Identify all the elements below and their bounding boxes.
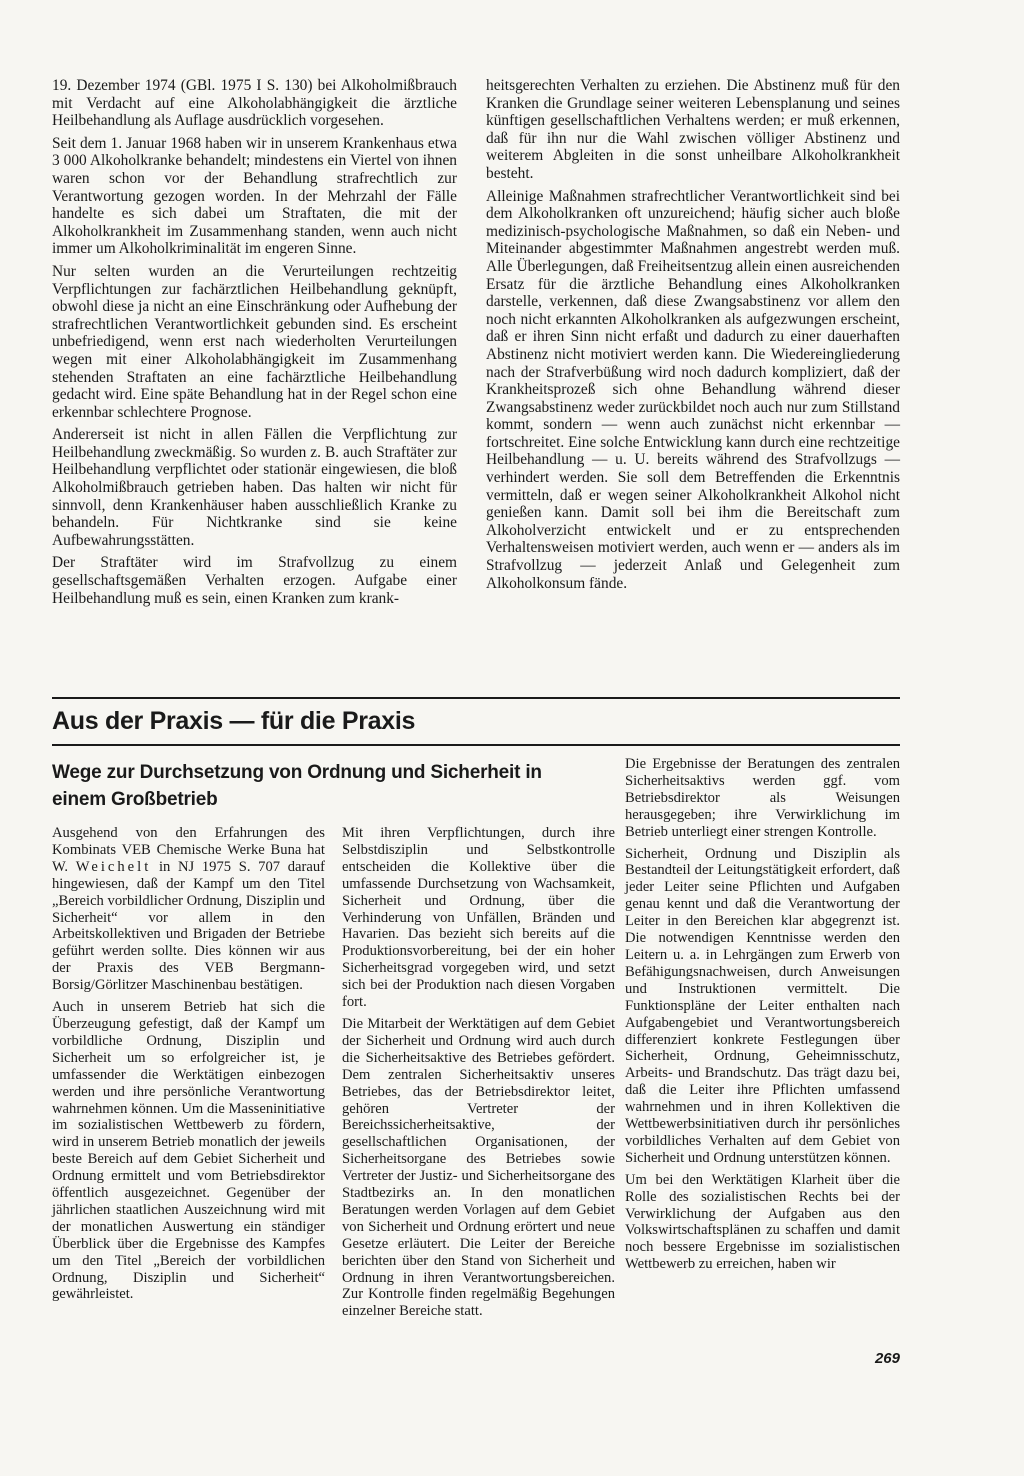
paragraph: Die Ergebnisse der Beratungen des zentralen Sicherheitsaktivs werden ggf. vom Betriebsdirektor als Weisungen herausgegeben; ihre Verwirklichung im Betrieb unterliegt einer strengen Kontrolle. [625,756,900,840]
section-divider-top [52,697,900,699]
section-heading: Aus der Praxis — für die Praxis [52,707,416,735]
paragraph: Nur selten wurden an die Verurteilungen rechtzeitig Verpflichtungen zur fachärztlichen Heilbehandlung geknüpft, obwohl diese ja nicht an eine Einschränkung oder Aufhebung der strafrechtlichen Verantwortlichkeit gebunden sind. Es erscheint unbefriedigend, wenn erst nach wiederholten Verurteilungen wegen mit einer Alkoholabhängigkeit im Zusammenhang stehenden Straftaten an eine fachärztliche Heilbehandlung gedacht wird. Eine späte Behandlung hat in der Regel schon eine erkennbar schlechtere Prognose. [52,262,457,421]
author-name: Weichelt [75,858,152,875]
paragraph: Andererseit ist nicht in allen Fällen die Verpflichtung zur Heilbehandlung zweckmäßig. So wurden z. B. auch Straftäter zur Heilbehandlung verpflichtet oder stationär eingewiesen, die bloß Alkoholmißbrauch getrieben haben. Das halten wir nicht für sinnvoll, denn Krankenhäuser haben ausschließlich Kranke zu behandeln. Für Nichtkranke sind sie keine Aufbewahrungsstätten. [52,426,457,549]
section-divider-bottom [52,744,900,746]
article-column-2 [342,825,615,1325]
page-number: 269 [874,1350,900,1367]
paragraph: heitsgerechten Verhalten zu erziehen. Die Abstinenz muß für den Kranken die Grundlage seiner weiteren Lebensplanung und seines künftigen gesellschaftlichen Verhaltens werden; er muß erkennen, daß für ihn nur die Wahl zwischen völliger Abstinenz und weiterem Abgleiten in die sonst unheilbare Alkoholkrankheit besteht. [486,77,900,182]
paragraph: Seit dem 1. Januar 1968 haben wir in unserem Krankenhaus etwa 3 000 Alkoholkranke behandelt; mindestens ein Viertel von ihnen waren schon vor der Behandlung strafrechtlich zur Verantwortung gezogen worden. In der Mehrzahl der Fälle handelte es sich dabei um Straftaten, die mit der Alkoholkrankheit im Zusammenhang standen, wenn auch nicht immer um Alkoholkriminalität im engeren Sinne. [52,134,457,258]
paragraph [52,825,325,994]
article-title: Wege zur Durchsetzung von Ordnung und Sicherheit in einem Großbetrieb [52,762,542,810]
paragraph: Die Mitarbeit der Werktätigen auf dem Gebiet der Sicherheit und Ordnung wird auch durch die Sicherheitsaktive des Betriebes gefördert. Dem zentralen Sicherheitsaktiv unseres Betriebes, das der Betriebsdirektor leitet, gehören Vertreter der Bereichssicherheitsaktive, der gesellschaftlichen Organisationen, der Sicherheitsorgane des Betriebes sowie Vertreter der Justiz- und Sicherheitsorgane des Stadtbezirks an. In den monatlichen Beratungen werden Vorlagen auf dem Gebiet von Sicherheit und Ordnung erörtert und neue Gesetze erläutert. Die Leiter der Bereiche berichten über den Stand von Sicherheit und Ordnung in ihren Verantwortungsbereichen. Zur Kontrolle finden regelmäßig Begehungen einzelner Bereiche statt. [342,1015,615,1320]
paragraph: 19. Dezember 1974 (GBl. 1975 I S. 130) bei Alkoholmißbrauch mit Verdacht auf eine Alkoholabhängigkeit die ärztliche Heilbehandlung als Auflage ausdrücklich vorgesehen. [52,77,457,130]
paragraph: Mit ihren Verpflichtungen, durch ihre Selbstdisziplin und Selbstkontrolle entscheiden die Kollektive über die umfassende Durchsetzung von Wachsamkeit, Sicherheit und Ordnung, über die Verhinderung von Unfällen, Bränden und Havarien. Das bezieht sich bereits auf die Produktionsvorbereitung, bei der ein hoher Sicherheitsgrad vorgegeben wird, und setzt sich bei der Produktion nach diesen Vorgaben fort. [342,825,615,1011]
top-right-column [486,77,900,597]
paragraph: Alleinige Maßnahmen strafrechtlicher Verantwortlichkeit sind bei dem Alkoholkranken oft unzureichend; häufig sicher auch bloße medizinisch-psychologische Maßnahmen, so daß ein Neben- und Miteinander abgestimmter Maßnahmen angestrebt werden muß. Alle Überlegungen, daß Freiheitsentzug allein einen ausreichenden Ersatz für die ärztliche Behandlung eines Alkoholkranken darstelle, verkennen, daß diese Zwangsabstinenz vor allem den noch nicht erkannten Alkoholkranken als aufgezwungen erscheint, daß er ihren Sinn nicht erfaßt und dadurch zu einer dauerhaften Abstinenz nicht motiviert werden kann. Die Wiedereingliederung nach der Strafverbüßung wird noch dadurch kompliziert, daß der Krankheitsprozeß sich ohne Behandlung während dieser Zwangsabstinenz weder zurückbildet noch auch nur zum Stillstand kommt, sondern — wenn auch zunächst nicht erkennbar — fortschreitet. Eine solche Entwicklung kann durch eine rechtzeitige Heilbehandlung — u. U. bereits während des Strafvollzugs — verhindert werden. Sie soll dem Betreffenden die Erkenntnis vermitteln, daß er wegen seiner Alkoholkrankheit Alkohol nicht genießen kann. Damit soll bei ihm die Bereitschaft zum Alkoholverzicht entwickelt und er zu entsprechenden Verhaltensweisen motiviert werden, auch wenn er — anders als im Strafvollzug — jederzeit Anlaß und Gelegenheit zum Alkoholkonsum fände. [486,187,900,592]
text-run: in NJ 1975 S. 707 darauf hingewiesen, daß der Kampf um den Titel „Bereich vorbildlicher Ordnung, Disziplin und Sicherheit“ vor allem in den Arbeitskollektiven und Brigaden der Betriebe geführt werden sollte. Dies können wir aus der Praxis des VEB Bergmann-Borsig/Görlitzer Maschinenbau bestätigen. [52,858,325,994]
paragraph: Um bei den Werktätigen Klarheit über die Rolle des sozialistischen Rechts bei der Verwirklichung der Aufgaben aus den Volkswirtschaftsplänen zu schaffen und damit noch bessere Ergebnisse im sozialistischen Wettbewerb zu erreichen, haben wir [625,1171,900,1273]
paragraph: Sicherheit, Ordnung und Disziplin als Bestandteil der Leitungstätigkeit erfordert, daß jeder Leiter seine Pflichten und Aufgaben genau kennt und daß die Verantwortung der Leiter in den Bereichen klar abgegrenzt ist. Die notwendigen Kenntnisse werden den Leitern u. a. in Lehrgängen zum Erwerb von Befähigungsnachweisen, durch Anweisungen und Instruktionen vermittelt. Die Funktionspläne der Leiter enthalten nach Aufgabengebiet und Verantwortungsbereich differenziert konkrete Festlegungen über Sicherheit, Ordnung, Geheimnisschutz, Arbeits- und Brandschutz. Das trägt dazu bei, daß die Leiter ihre Pflichten umfassend wahrnehmen und in ihren Kollektiven die Wettbewerbsinitiativen durch ihr persönliches vorbildliches Verhalten auf dem Gebiet von Sicherheit und Ordnung unterstützen können. [625,845,900,1166]
article-column-3 [625,756,900,1278]
text-run: Ausgehend von den Erfahrungen des Kombinats VEB Chemische Werke Buna hat W. [52,825,325,875]
paragraph: Der Straftäter wird im Strafvollzug zu einem gesellschaftsgemäßen Verhalten erzogen. Aufgabe einer Heilbehandlung muß es sein, einen Kranken zum krank- [52,554,457,607]
article-column-1 [52,825,325,1308]
top-left-column [52,77,457,612]
paragraph: Auch in unserem Betrieb hat sich die Überzeugung gefestigt, daß der Kampf um vorbildliche Ordnung, Disziplin und Sicherheit um so erfolgreicher ist, je umfassender die Werktätigen einbezogen werden und ihre persönliche Verantwortung wahrnehmen können. Um die Masseninitiative im sozialistischen Wettbewerb zu fördern, wird in unserem Betrieb monatlich der jeweils beste Bereich auf dem Gebiet Sicherheit und Ordnung ermittelt und vom Betriebsdirektor öffentlich ausgezeichnet. Gegenüber der jährlichen staatlichen Auszeichnung wird mit der monatlichen Auswertung ein ständiger Überblick über die Ergebnisse des Kampfes um den Titel „Bereich der vorbildlichen Ordnung, Disziplin und Sicherheit“ gewährleistet. [52,999,325,1303]
